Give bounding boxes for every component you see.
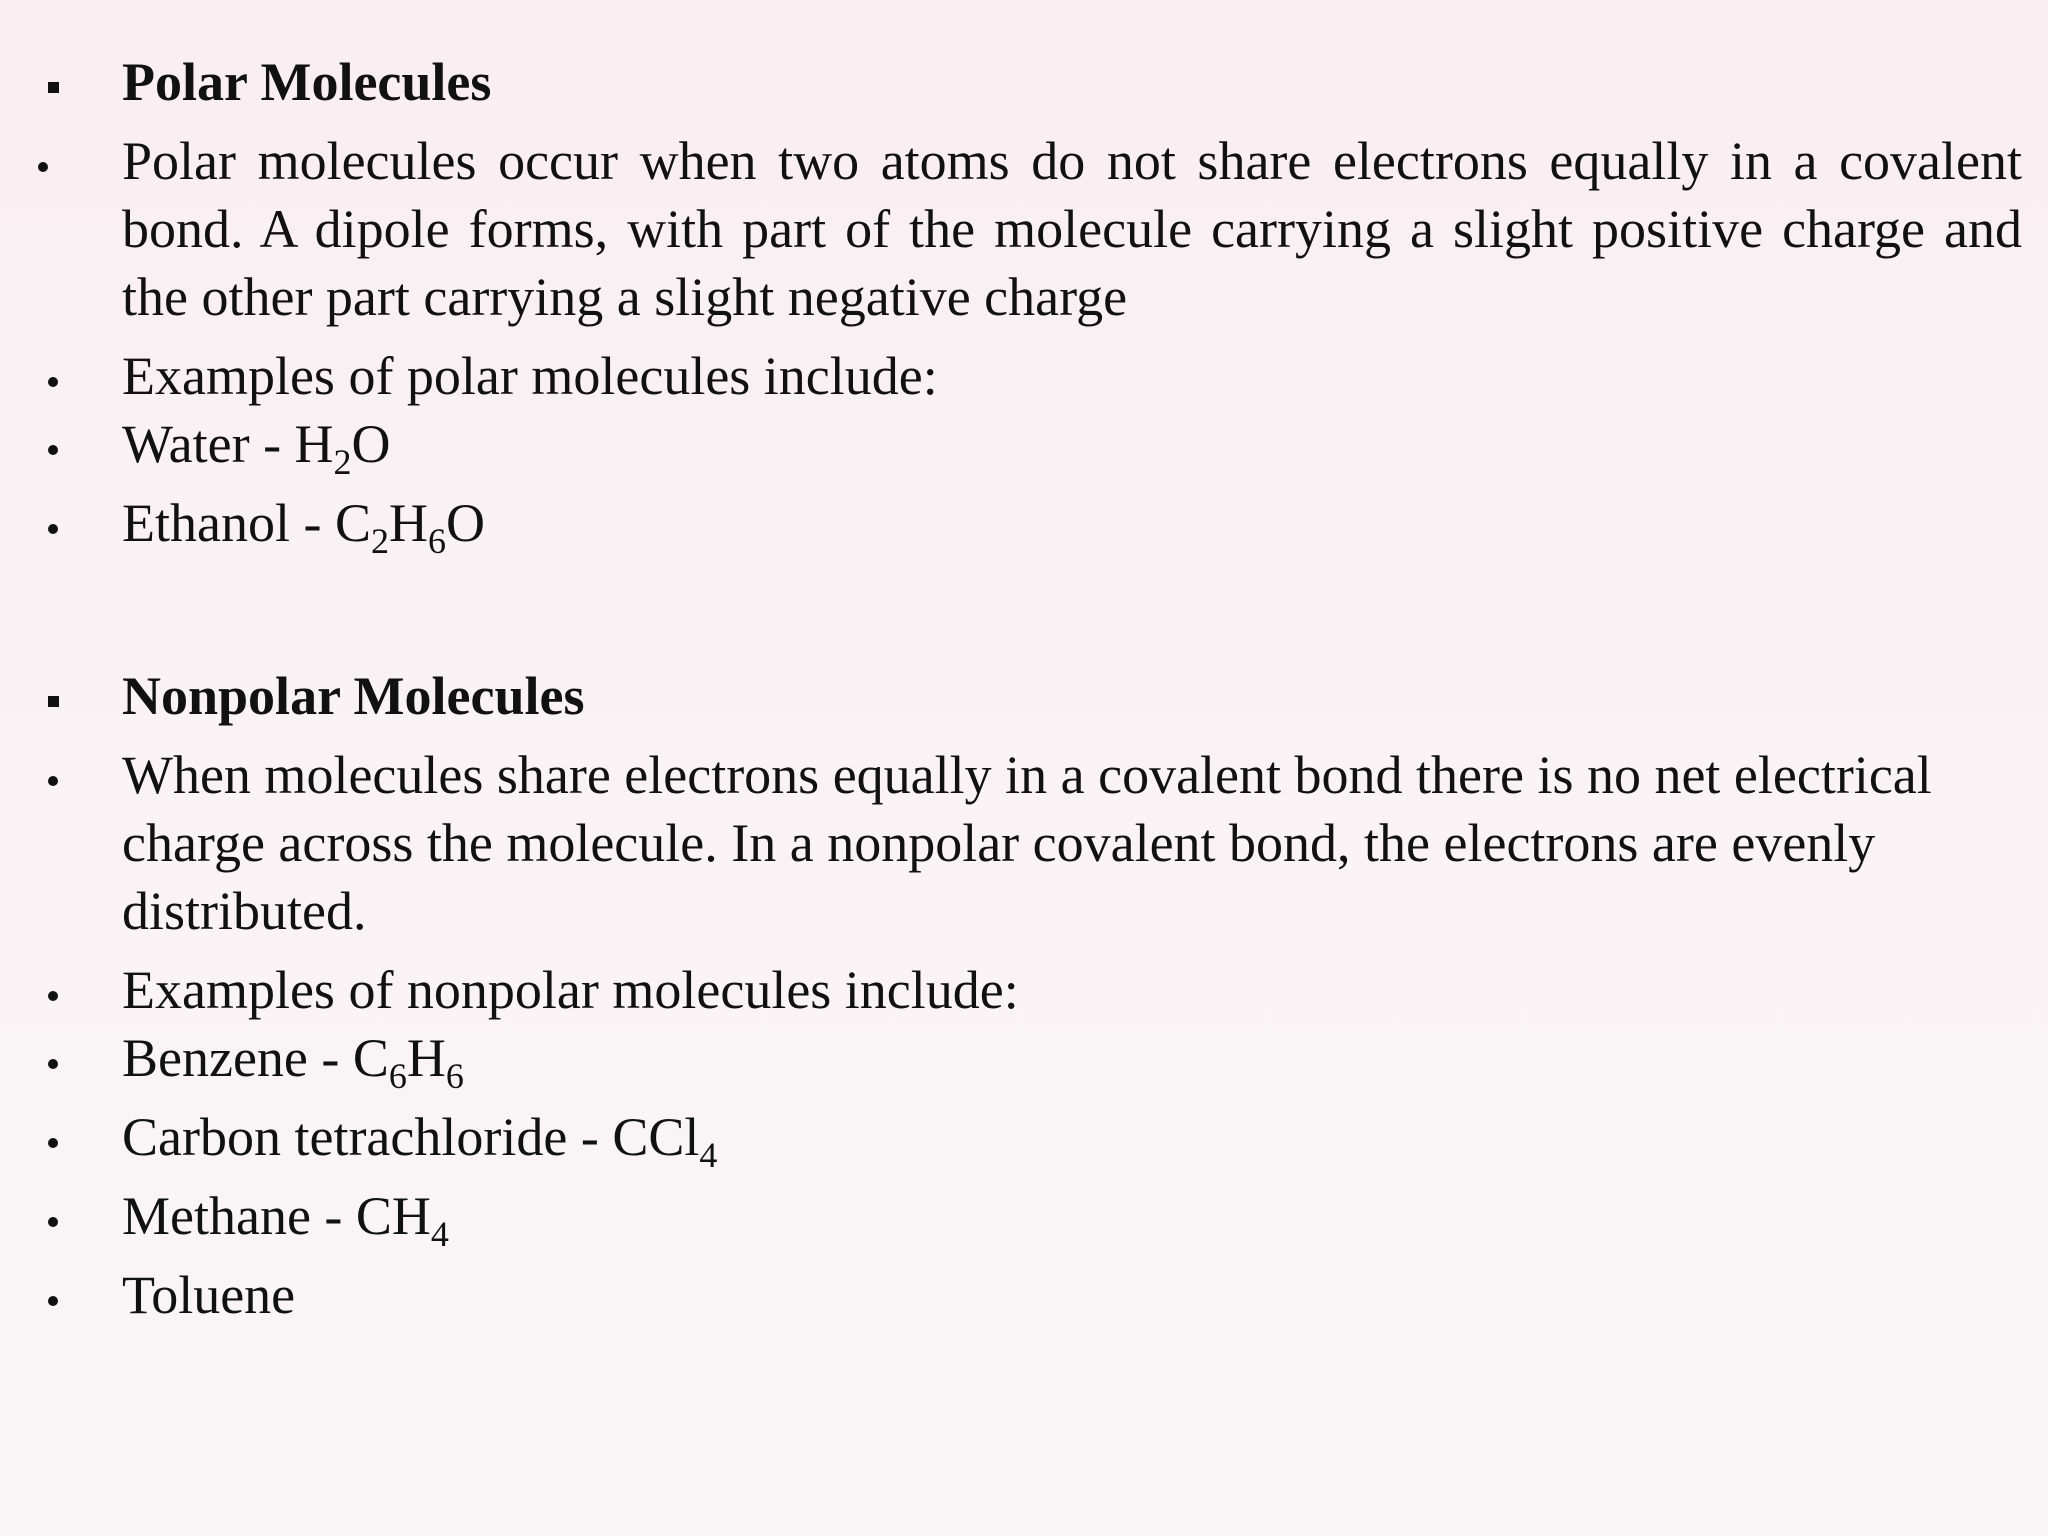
nonpolar-examples-list [0,1024,2048,1329]
round-bullet-icon [38,741,68,809]
example-name: Water - [122,414,295,474]
formula-subscript: 4 [699,1135,718,1175]
polar-examples-intro-item [0,342,2048,410]
formula-symbol: CH [355,1186,431,1246]
polar-examples-list [0,410,2048,561]
example-formula [334,493,485,561]
formula-symbol: H [406,1028,446,1088]
formula-symbol: H [294,414,334,474]
nonpolar-examples-intro: Examples of nonpolar molecules include: [122,960,1019,1020]
example-formula [352,1028,464,1096]
square-bullet-icon [38,662,68,730]
polar-molecules-section [0,48,2048,561]
formula-subscript: 4 [430,1214,449,1254]
example-item [0,1103,2048,1175]
formula-subscript: 2 [333,442,352,482]
formula-subscript: 6 [388,1056,407,1096]
example-item [0,410,2048,482]
formula-symbol: CCl [612,1107,700,1167]
example-name: Benzene - [122,1028,353,1088]
formula-symbol: H [388,493,428,553]
example-formula [294,414,391,482]
example-name: Ethanol - [122,493,335,553]
polar-definition: Polar molecules occur when two atoms do not share electrons equally in a covalent bond. A dipole forms, with part of the molecule carrying a slight positive charge and the other part carrying a slight negative charge [122,131,2022,327]
square-bullet-icon [38,48,68,116]
example-formula [355,1186,449,1254]
example-item [0,1024,2048,1096]
formula-subscript: 2 [370,521,389,561]
example-item [0,1261,2048,1329]
nonpolar-molecules-section [0,662,2048,1329]
polar-definition-item [0,127,2048,331]
formula-subscript: 6 [445,1056,464,1096]
example-item [0,1182,2048,1254]
example-item [0,489,2048,561]
example-name: Carbon tetrachloride - [122,1107,613,1167]
formula-subscript: 6 [427,521,446,561]
formula-symbol: O [445,493,485,553]
polar-heading: Polar Molecules [122,52,492,112]
round-bullet-icon [38,489,68,557]
round-bullet-icon [38,1261,68,1329]
example-formula [612,1107,718,1175]
round-bullet-icon [38,956,68,1024]
round-bullet-icon [38,1182,68,1250]
nonpolar-definition: When molecules share electrons equally in a covalent bond there is no net electrical charge across the molecule. In a nonpolar covalent bond, the electrons are evenly distributed. [122,745,1932,941]
round-bullet-icon [38,342,68,410]
nonpolar-heading-item [0,662,2048,730]
formula-symbol: C [352,1028,389,1088]
example-name: Methane - [122,1186,356,1246]
example-name: Toluene [122,1265,296,1325]
round-bullet-icon [38,1024,68,1092]
round-bullet-icon [38,1103,68,1171]
round-bullet-icon [38,410,68,478]
round-bullet-icon [38,127,68,195]
polar-heading-item [0,48,2048,116]
polar-examples-intro: Examples of polar molecules include: [122,346,938,406]
nonpolar-heading: Nonpolar Molecules [122,666,585,726]
formula-symbol: C [334,493,371,553]
nonpolar-definition-item [0,741,2048,945]
formula-symbol: O [351,414,391,474]
nonpolar-examples-intro-item [0,956,2048,1024]
